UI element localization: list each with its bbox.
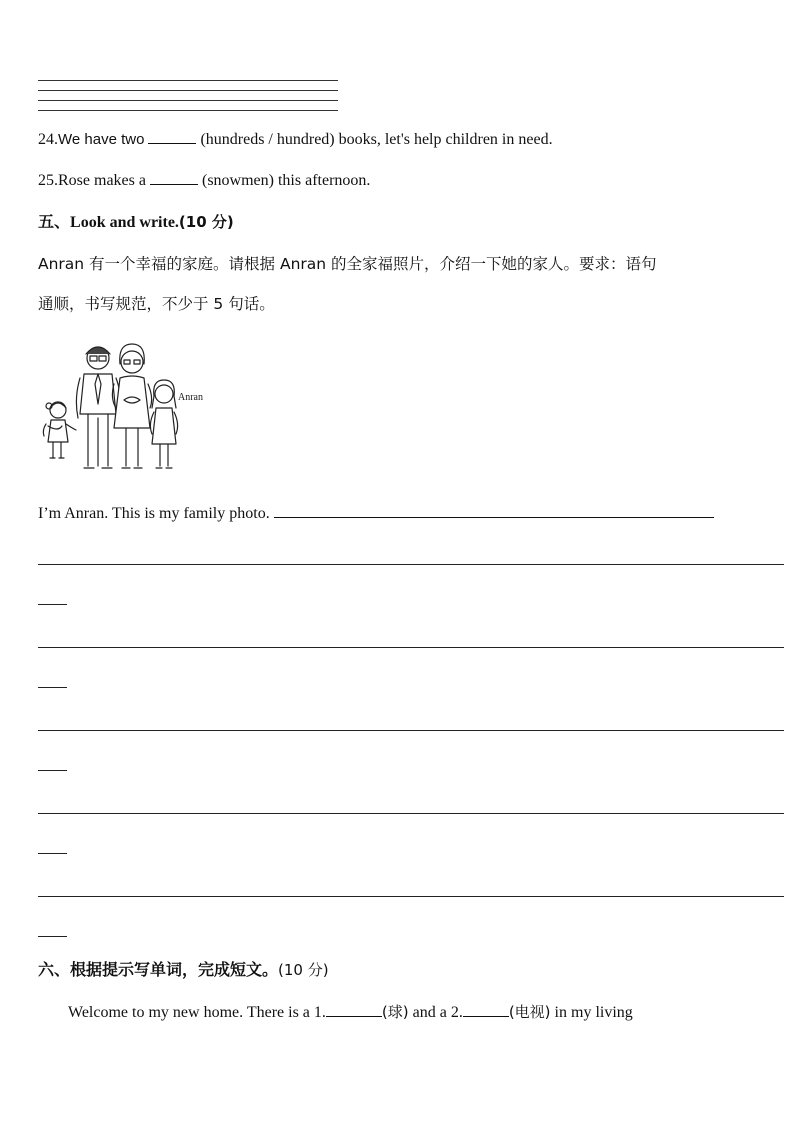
passage-text: Welcome to my new home. There is a 1. (68, 1004, 326, 1021)
section-number: 五、 (38, 212, 71, 231)
passage-hint-1: (球) (381, 1003, 409, 1021)
little-girl-figure (43, 402, 76, 458)
question-text-end: this afternoon. (277, 172, 371, 189)
question-24 (38, 129, 553, 150)
answer-blank-24[interactable] (148, 129, 196, 144)
writing-rule-4 (38, 110, 338, 111)
question-text-end: books, let's help children in need. (338, 131, 553, 148)
photo-label: Anran (178, 392, 203, 403)
writing-line-end (38, 853, 67, 854)
writing-line-end (38, 687, 67, 688)
question-hint: (hundreds / hundred) (200, 131, 335, 148)
answer-blank-1[interactable] (326, 1002, 382, 1017)
passage-line-1 (68, 1002, 633, 1023)
section-5-heading (38, 212, 234, 233)
passage-hint-2: (电视) (508, 1003, 551, 1021)
section-6-heading (38, 960, 329, 981)
question-25 (38, 170, 370, 191)
writing-line[interactable] (38, 813, 784, 814)
answer-blank-2[interactable] (463, 1002, 509, 1017)
anran-figure (150, 380, 177, 468)
question-text: We have two (58, 131, 145, 148)
passage-text: and a 2. (412, 1004, 463, 1021)
writing-rule-3 (38, 100, 338, 101)
writing-line-end (38, 936, 67, 937)
question-number: 25. (38, 172, 58, 189)
family-photo-illustration (36, 338, 216, 478)
writing-blank-1[interactable] (274, 503, 714, 518)
writing-starter (38, 503, 714, 524)
writing-line-end (38, 604, 67, 605)
writing-line[interactable] (38, 730, 784, 731)
instruction-line-2: 通顺，书写规范，不少于 5 句话。 (38, 295, 275, 313)
section-score: (10 分) (178, 213, 234, 231)
writing-line[interactable] (38, 896, 784, 897)
question-number: 24. (38, 131, 58, 148)
mother-figure (112, 344, 151, 468)
father-figure (76, 347, 120, 468)
writing-rule-1 (38, 80, 338, 81)
writing-rule-2 (38, 90, 338, 91)
writing-line-end (38, 770, 67, 771)
question-text: Rose makes a (58, 172, 146, 189)
question-hint: (snowmen) (201, 172, 274, 189)
instruction-line-1: Anran 有一个幸福的家庭。请根据 Anran 的全家福照片，介绍一下她的家人。要求：语句 (38, 255, 657, 273)
writing-line[interactable] (38, 564, 784, 565)
starter-text: I’m Anran. This is my family photo. (38, 505, 270, 522)
answer-blank-25[interactable] (150, 170, 198, 185)
writing-line[interactable] (38, 647, 784, 648)
section-title: 六、根据提示写单词，完成短文。 (38, 960, 279, 979)
section-title: Look and write. (70, 214, 179, 231)
section-score: (10 分) (278, 961, 329, 979)
passage-text: in my living (554, 1004, 633, 1021)
